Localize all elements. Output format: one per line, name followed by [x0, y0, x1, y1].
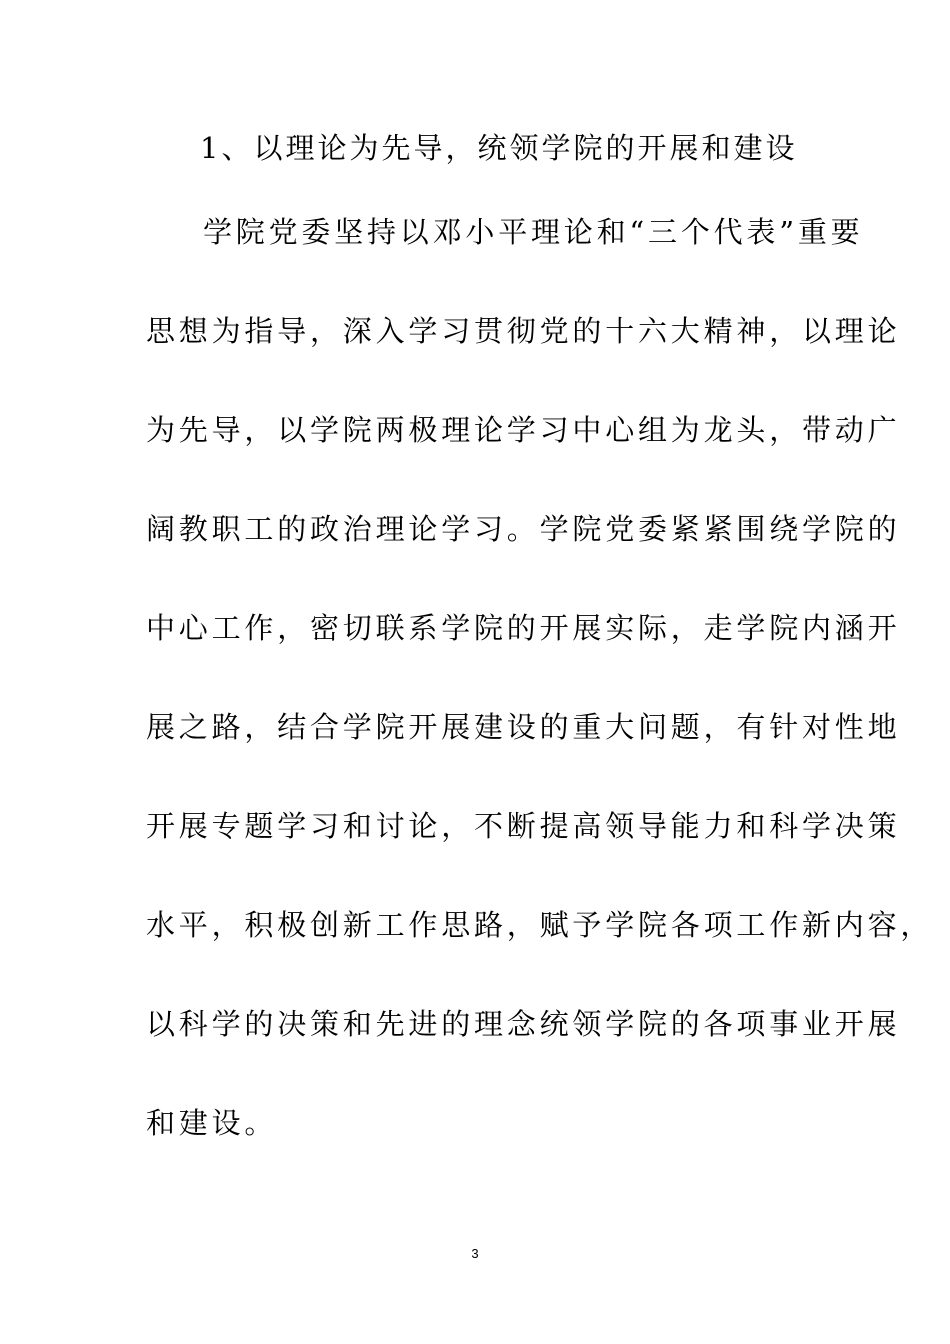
page-number: 3: [471, 1246, 479, 1261]
paragraph-line-1: 学院党委坚持以邓小平理论和“三个代表”重要: [203, 215, 864, 249]
paragraph-line-7: 开展专题学习和讨论，不断提高领导能力和科学决策: [146, 809, 901, 843]
paragraph-line-8: 水平，积极创新工作思路，赋予学院各项工作新内容，: [146, 908, 934, 942]
paragraph-line-5: 中心工作，密切联系学院的开展实际，走学院内涵开: [146, 611, 901, 645]
paragraph-line-10: 和建设。: [146, 1106, 278, 1140]
paragraph-line-2: 思想为指导，深入学习贯彻党的十六大精神，以理论: [146, 314, 901, 348]
section-heading: 1、以理论为先导，统领学院的开展和建设: [200, 131, 798, 165]
paragraph-line-3: 为先导，以学院两极理论学习中心组为龙头，带动广: [146, 413, 901, 447]
paragraph-line-6: 展之路，结合学院开展建设的重大问题，有针对性地: [146, 710, 901, 744]
paragraph-line-4: 阔教职工的政治理论学习。学院党委紧紧围绕学院的: [146, 512, 901, 546]
paragraph-line-9: 以科学的决策和先进的理念统领学院的各项事业开展: [146, 1007, 901, 1041]
